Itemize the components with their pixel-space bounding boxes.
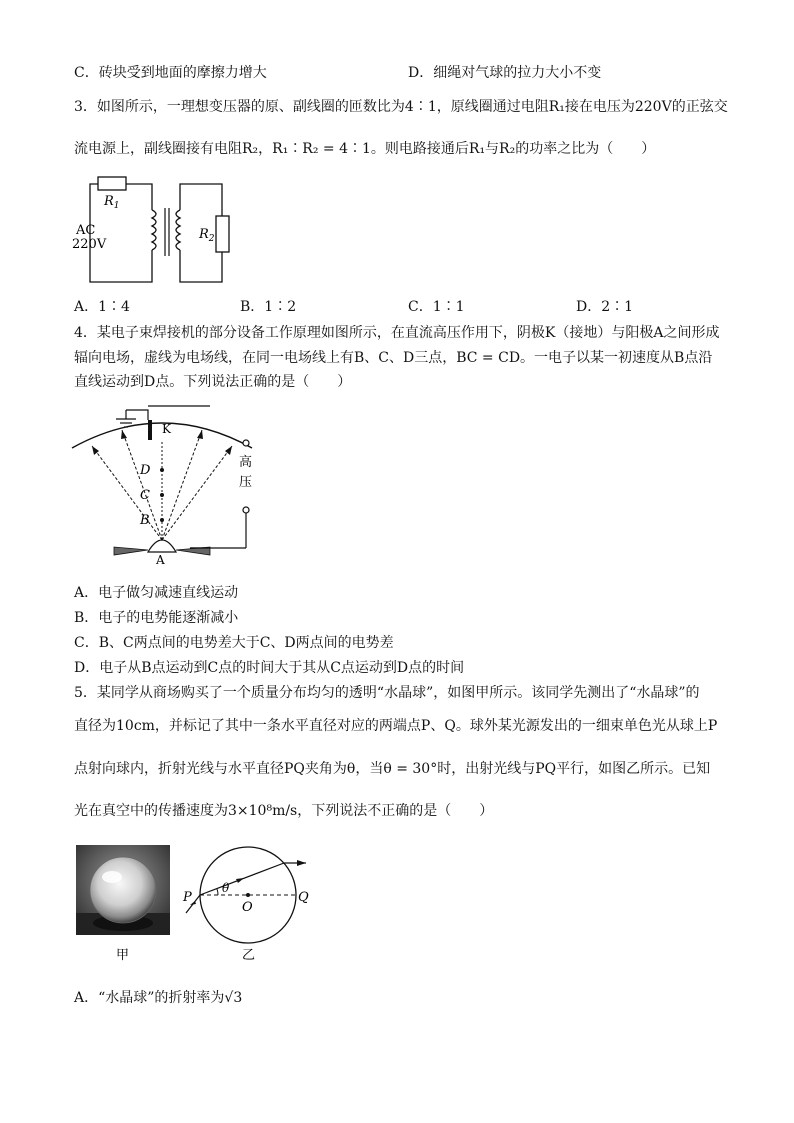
point-b-label: B <box>140 513 150 528</box>
q5-stem-line3: 点射向球内，折射光线与水平直径PQ夹角为θ，当θ = 30°时，出射光线与PQ平行，如图乙所示。已知 <box>74 761 711 777</box>
q3-options <box>0 297 794 317</box>
q3-option-b: B．1∶2 <box>240 299 297 315</box>
crystal-ball-photo <box>76 845 170 965</box>
electron-beam-figure <box>70 400 270 568</box>
diagram-caption: 乙 <box>242 948 256 963</box>
resistor-r1 <box>98 177 126 190</box>
q5-option-a: A．“水晶球”的折射率为√3 <box>74 990 243 1006</box>
q5-stem-line4: 光在真空中的传播速度为3×10⁸m/s，下列说法不正确的是（ ） <box>74 803 494 819</box>
q4-option-a: A．电子做匀减速直线运动 <box>74 585 239 601</box>
resistor-r2 <box>216 216 229 252</box>
q3-stem-line1: 3．如图所示，一理想变压器的原、副线圈的匝数比为4∶1，原线圈通过电阻R₁接在电压为220V的正弦交 <box>74 99 728 115</box>
q3-option-a: A．1∶4 <box>74 299 130 315</box>
q2-option-d: D．细绳对气球的拉力大小不变 <box>408 65 602 81</box>
anode-label: A <box>156 553 165 567</box>
secondary-coil <box>176 210 180 250</box>
primary-coil <box>152 210 156 250</box>
cathode-label: K <box>162 422 171 436</box>
q4-option-c: C．B、C两点间的电势差大于C、D两点间的电势差 <box>74 635 394 651</box>
q4-option-b: B．电子的电势能逐渐减小 <box>74 610 239 626</box>
q2-option-c: C．砖块受到地面的摩擦力增大 <box>74 65 267 81</box>
q5-stem-line1: 5．某同学从商场购买了一个质量分布均匀的透明“水晶球”，如图甲所示。该同学先测出了“水晶球”的 <box>74 685 700 701</box>
q4-stem-line1: 4．某电子束焊接机的部分设备工作原理如图所示，在直流高压作用下，阴极K（接地）与阳极A之间形成 <box>74 325 720 341</box>
refraction-diagram <box>178 845 310 965</box>
transformer-circuit-figure <box>72 172 242 290</box>
point-d-label: D <box>140 463 151 478</box>
q3-option-c: C．1∶1 <box>408 299 465 315</box>
point-q-label: Q <box>298 890 309 905</box>
svg-text:R1: $R_1$ <box>104 194 120 211</box>
svg-text:压: 压 <box>239 475 253 490</box>
point-o-label: O <box>242 900 253 915</box>
q5-stem-line2: 直径为10cm，并标记了其中一条水平直径对应的两端点P、Q。球外某光源发出的一细束单色光从球上P <box>74 718 718 734</box>
q4-option-d: D．电子从B点运动到C点的时间大于其从C点运动到D点的时间 <box>74 660 465 676</box>
svg-text:高: 高 <box>239 455 253 470</box>
point-c-label: C <box>140 488 150 503</box>
ac-label: AC <box>76 223 96 238</box>
q3-option-d: D．2∶1 <box>576 299 634 315</box>
q4-stem-line2: 辐向电场，虚线为电场线，在同一电场线上有B、C、D三点，BC = CD。一电子以某一初速度从B点沿 <box>74 350 713 366</box>
theta-label: θ <box>222 881 230 895</box>
photo-caption: 甲 <box>116 948 130 963</box>
anode <box>148 540 176 552</box>
voltage-label: 220V <box>72 237 107 252</box>
q4-stem-line3: 直线运动到D点。下列说法正确的是（ ） <box>74 374 352 390</box>
point-p-label: P <box>183 890 192 905</box>
svg-text:R2: $R_2$ <box>199 227 215 244</box>
q3-stem-line2: 流电源上，副线圈接有电阻R₂，R₁∶R₂ = 4∶1。则电路接通后R₁与R₂的功率之比为（ ） <box>74 141 656 157</box>
